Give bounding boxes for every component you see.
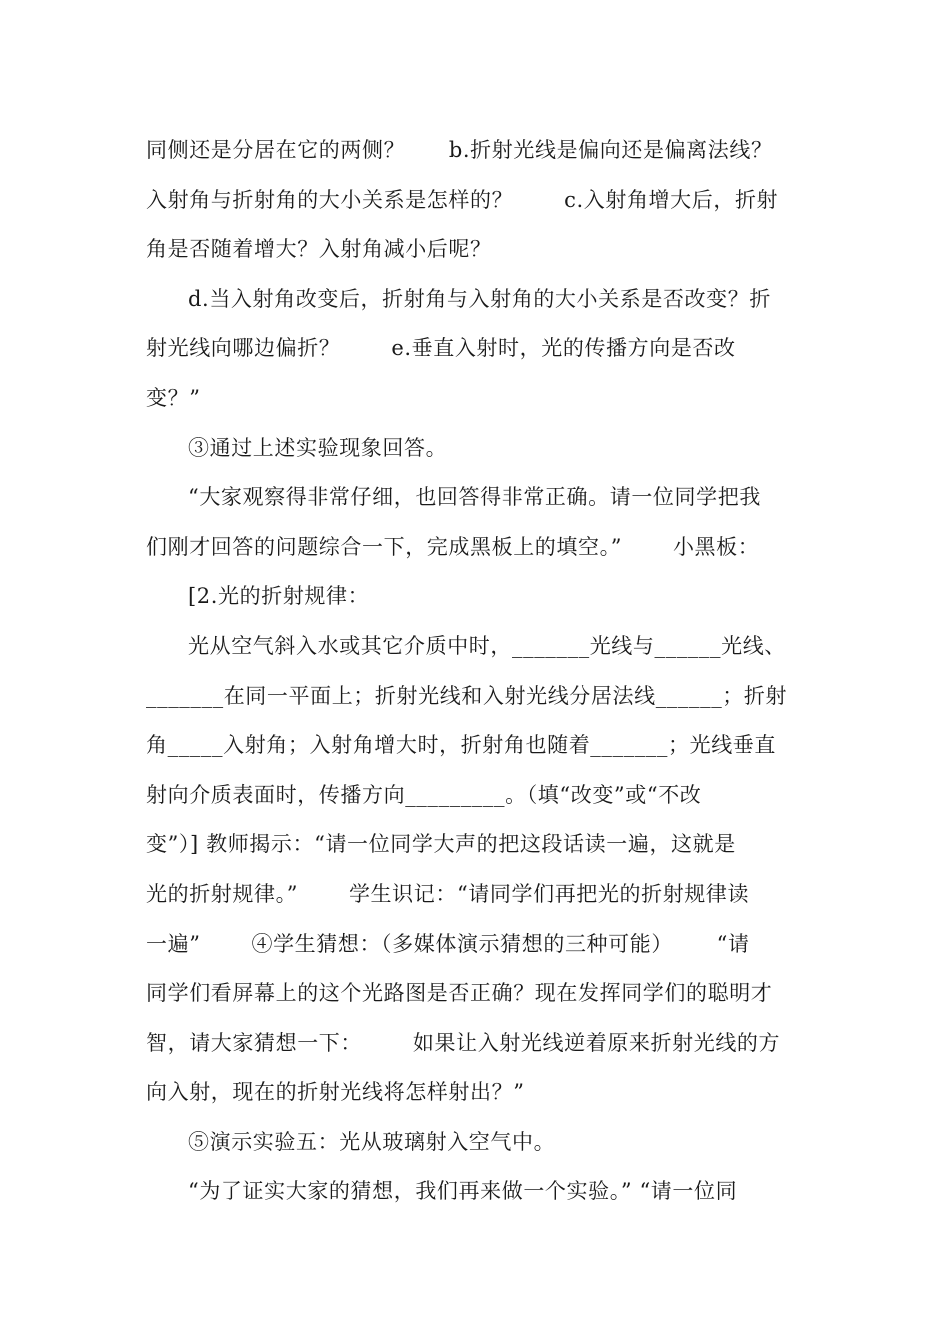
text-line: “大家观察得非常仔细，也回答得非常正确。请一位同学把我 [188, 485, 761, 510]
text-line: ⑤演示实验五：光从玻璃射入空气中。 [188, 1129, 556, 1154]
text-line: 射光线向哪边偏折？ e.垂直入射时，光的传播方向是否改 [146, 336, 736, 361]
text-line: 角是否随着增大？入射角减小后呢？ [146, 237, 492, 262]
document-body [146, 126, 806, 1211]
text-line: [2.光的折射规律： [188, 584, 370, 609]
text-line: 光从空气斜入水或其它介质中时，_______光线与______光线、 [188, 633, 786, 658]
text-line: 光的折射规律。” 学生识记：“请同学们再把光的折射规律读 [146, 881, 750, 906]
text-line: ③通过上述实验现象回答。 [188, 435, 448, 460]
text-line: d.当入射角改变后，折射角与入射角的大小关系是否改变？折 [188, 286, 771, 311]
text-line: 入射角与折射角的大小关系是怎样的？ c.入射角增大后，折射 [146, 187, 779, 212]
text-line: 角_____入射角；入射角增大时，折射角也随着_______；光线垂直 [146, 733, 776, 758]
text-line: 们刚才回答的问题综合一下，完成黑板上的填空。” 小黑板： [146, 534, 760, 559]
text-line: _______在同一平面上；折射光线和入射光线分居法线______；折射 [146, 683, 788, 708]
text-line: 同侧还是分居在它的两侧？ b.折射光线是偏向还是偏离法线？ [146, 138, 773, 162]
text-line: “为了证实大家的猜想，我们再来做一个实验。” “请一位同 [188, 1179, 738, 1204]
text-line: 同学们看屏幕上的这个光路图是否正确？现在发挥同学们的聪明才 [146, 981, 773, 1006]
text-line: 射向介质表面时，传播方向_________。（填“改变”或“不改 [146, 782, 702, 807]
text-line: 智，请大家猜想一下： 如果让入射光线逆着原来折射光线的方 [146, 1030, 781, 1055]
text-line: 向入射，现在的折射光线将怎样射出？” [146, 1080, 525, 1105]
text-line: 变”）] 教师揭示：“请一位同学大声的把这段话读一遍，这就是 [146, 832, 736, 857]
text-line: 一遍” ④学生猜想：（多媒体演示猜想的三种可能） “请 [146, 931, 750, 956]
text-line: 变？” [146, 385, 201, 410]
